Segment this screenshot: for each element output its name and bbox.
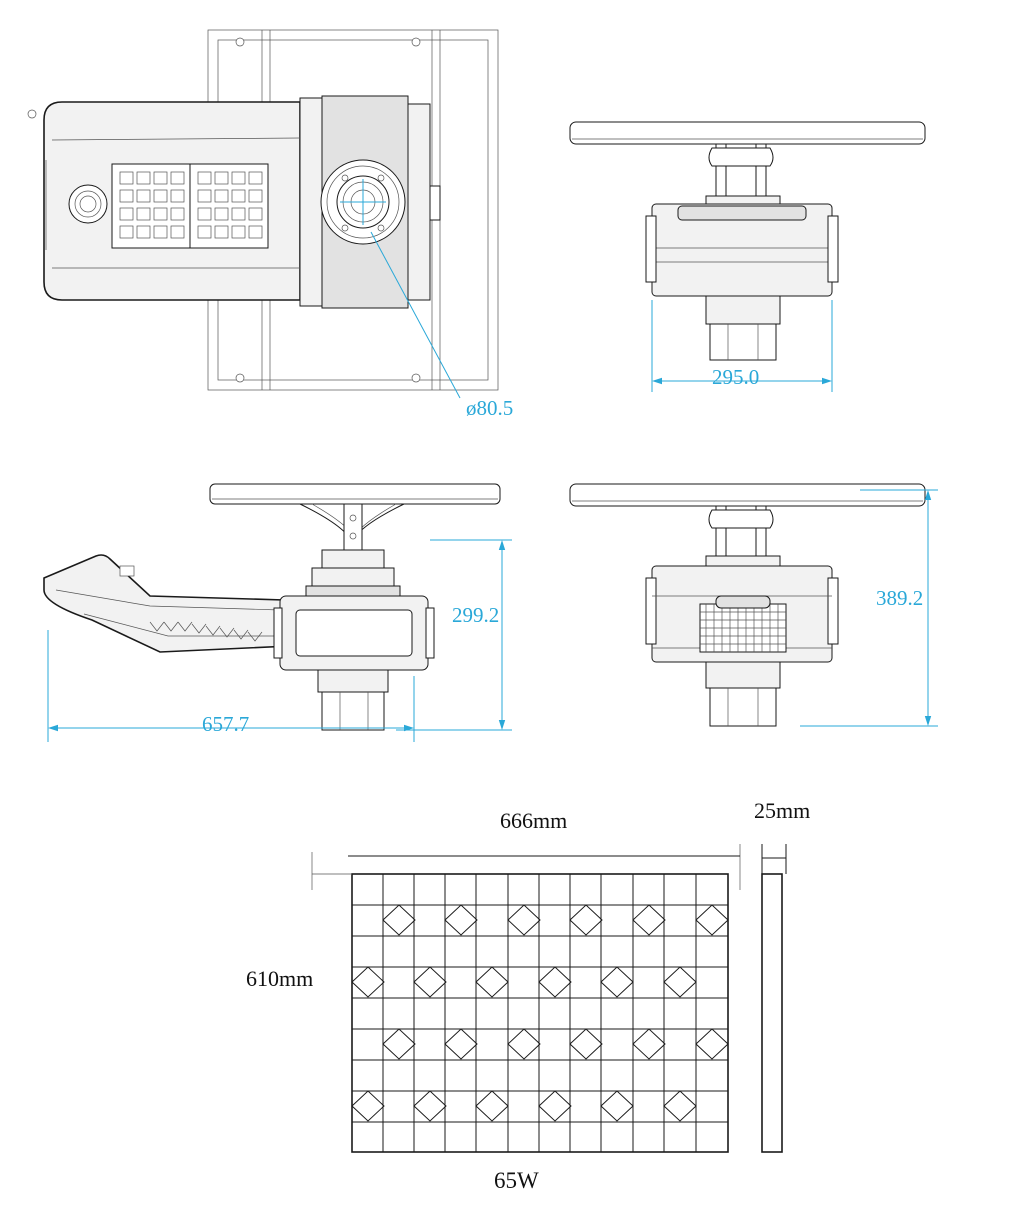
dimension-rear-height: 389.2 xyxy=(876,586,924,610)
top-view-group xyxy=(28,30,498,398)
front-view-group xyxy=(570,122,925,392)
panel-view-group xyxy=(312,844,786,1152)
wattage-label: 65W xyxy=(494,1168,539,1193)
dimension-panel-height: 610mm xyxy=(246,966,314,991)
side-view-group xyxy=(44,484,512,742)
dimension-panel-thickness: 25mm xyxy=(754,798,811,823)
dimension-panel-width: 666mm xyxy=(500,808,568,833)
dimension-side-height: 299.2 xyxy=(452,603,500,627)
dimension-pole-diameter: ø80.5 xyxy=(466,396,514,420)
dimension-front-width: 295.0 xyxy=(712,365,760,389)
dimension-side-length: 657.7 xyxy=(202,712,250,736)
